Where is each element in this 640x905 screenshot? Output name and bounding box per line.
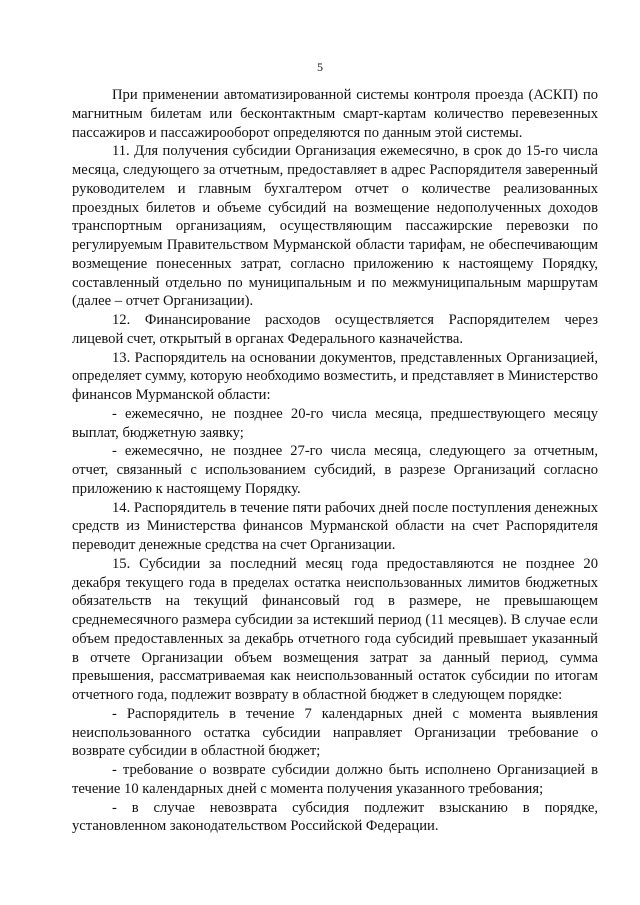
list-item-return-demand: - Распорядитель в течение 7 календарных дней с момента выявления неиспользованного остатка субсидии направляет Организации требование о возврате субсидии в областной бюджет; <box>72 705 598 760</box>
document-body <box>72 86 598 836</box>
paragraph-15: 15. Субсидии за последний месяц года предоставляются не позднее 20 декабря текущего года в пределах остатка неиспользованных лимитов бюджетных обязательств на текущий финансовый год в размере, не превышающем среднемесячного размера субсидии за истекший период (11 месяцев). В случае если объем предоставленных за декабрь отчетного года субсидий превышает указанный в отчете Организации объем возмещения затрат за данный период, сумма превышения, рассматриваемая как неиспользованный остаток субсидии по итогам отчетного года, подлежит возврату в областной бюджет в следующем порядке: <box>72 555 598 703</box>
page-number: 5 <box>317 60 323 74</box>
list-item-enforcement: - в случае невозврата субсидия подлежит взысканию в порядке, установленном законодательством Российской Федерации. <box>72 799 598 835</box>
list-item-monthly-report: - ежемесячно, не позднее 27-го числа месяца, следующего за отчетным, отчет, связанный с использованием субсидий, в разрезе Организаций согласно приложению к настоящему Порядку. <box>72 443 598 497</box>
paragraph-askp: При применении автоматизированной системы контроля проезда (АСКП) по магнитным билетам или бесконтактным смарт-картам количество перевезенных пассажиров и пассажирооборот определяются по данным этой системы. <box>72 87 598 141</box>
paragraph-14: 14. Распорядитель в течение пяти рабочих дней после поступления денежных средств из Министерства финансов Мурманской области на счет Распорядителя переводит денежные средства на счет Организации. <box>72 499 598 553</box>
list-item-return-deadline: - требование о возврате субсидии должно быть исполнено Организацией в течение 10 календарных дней с момента получения указанного требования; <box>72 762 598 797</box>
paragraph-12: 12. Финансирование расходов осуществляется Распорядителем через лицевой счет, открытый в органах Федерального казначейства. <box>72 312 598 347</box>
paragraph-13: 13. Распорядитель на основании документов, представленных Организацией, определяет сумму, которую необходимо возместить, и представляет в Министерство финансов Мурманской области: <box>72 349 598 403</box>
list-item-budget-request: - ежемесячно, не позднее 20-го числа месяца, предшествующего месяцу выплат, бюджетную заявку; <box>72 405 598 441</box>
paragraph-11: 11. Для получения субсидии Организация ежемесячно, в срок до 15-го числа месяца, следующего за отчетным, предоставляет в адрес Распорядителя заверенный руководителем и главным бухгалтером отчет о количестве реализованных проездных билетов и объеме субсидий на возмещение недополученных доходов транспортным организациям, осуществляющим пассажирские перевозки по регулируемым Правительством Мурманской области тарифам, не обеспечивающим возмещение понесенных затрат, согласно приложению к настоящему Порядку, составленный отдельно по муниципальным и по межмуниципальным маршрутам (далее – отчет Организации). <box>72 143 598 310</box>
